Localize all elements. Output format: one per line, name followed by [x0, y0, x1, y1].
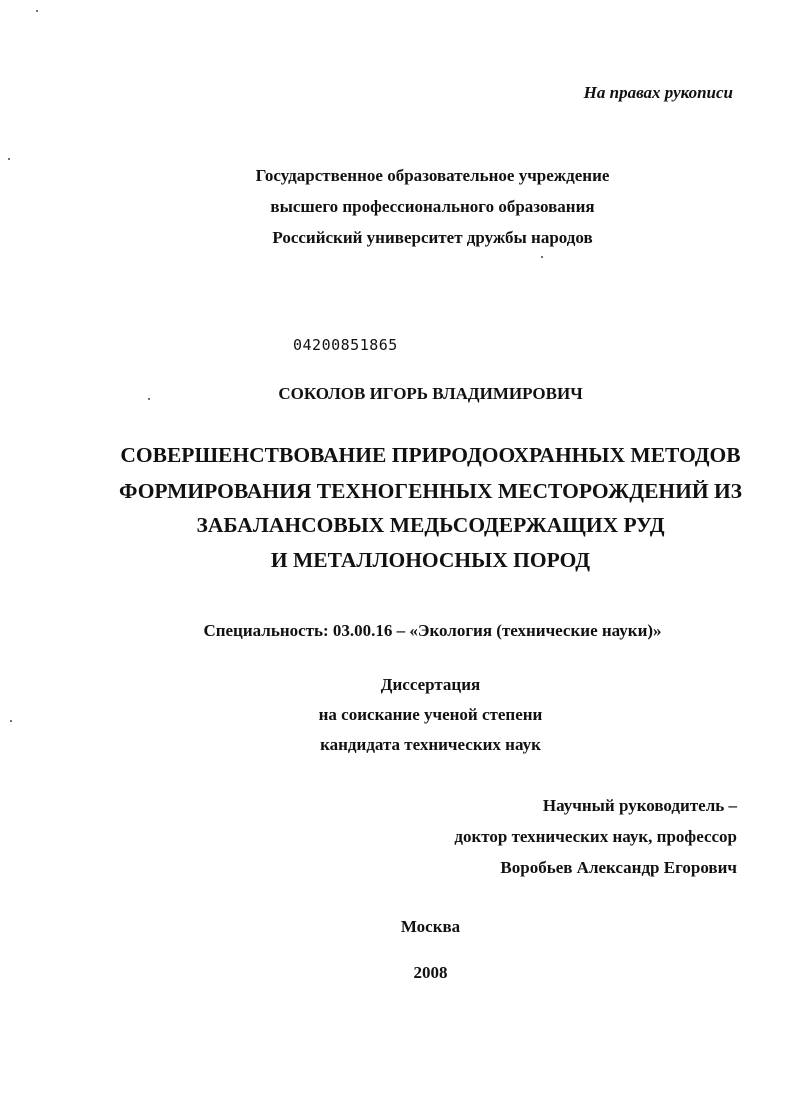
supervisor-line: доктор технических наук, профессор: [454, 827, 737, 846]
city: Москва: [400, 917, 461, 936]
title-line: ФОРМИРОВАНИЯ ТЕХНОГЕННЫХ МЕСТОРОЖДЕНИЙ ИЗ: [118, 479, 743, 503]
author-name: СОКОЛОВ ИГОРЬ ВЛАДИМИРОВИЧ: [278, 384, 583, 403]
title-line: И МЕТАЛЛОНОСНЫХ ПОРОД: [270, 548, 591, 572]
institution-line: Российский университет дружбы народов: [272, 228, 593, 247]
title-line: СОВЕРШЕНСТВОВАНИЕ ПРИРОДООХРАННЫХ МЕТОДОВ: [120, 443, 741, 467]
scan-speck: [36, 10, 38, 12]
degree-line: Диссертация: [380, 675, 481, 694]
supervisor-line: Воробьев Александр Егорович: [500, 858, 737, 877]
specialty: Специальность: 03.00.16 – «Экология (технические науки)»: [203, 621, 662, 640]
scan-speck: [10, 720, 12, 722]
catalog-number: 04200851865: [293, 336, 398, 354]
scan-speck: [8, 158, 10, 160]
scan-speck: [541, 256, 543, 258]
degree-line: кандидата технических наук: [320, 735, 541, 754]
supervisor-line: Научный руководитель –: [542, 796, 737, 815]
institution-line: Государственное образовательное учреждение: [255, 166, 610, 185]
degree-line: на соискание ученой степени: [318, 705, 543, 724]
title-line: ЗАБАЛАНСОВЫХ МЕДЬСОДЕРЖАЩИХ РУД: [196, 513, 665, 537]
institution-line: высшего профессионального образования: [270, 197, 595, 216]
year: 2008: [413, 963, 448, 982]
rights-note: На правах рукописи: [583, 83, 733, 102]
